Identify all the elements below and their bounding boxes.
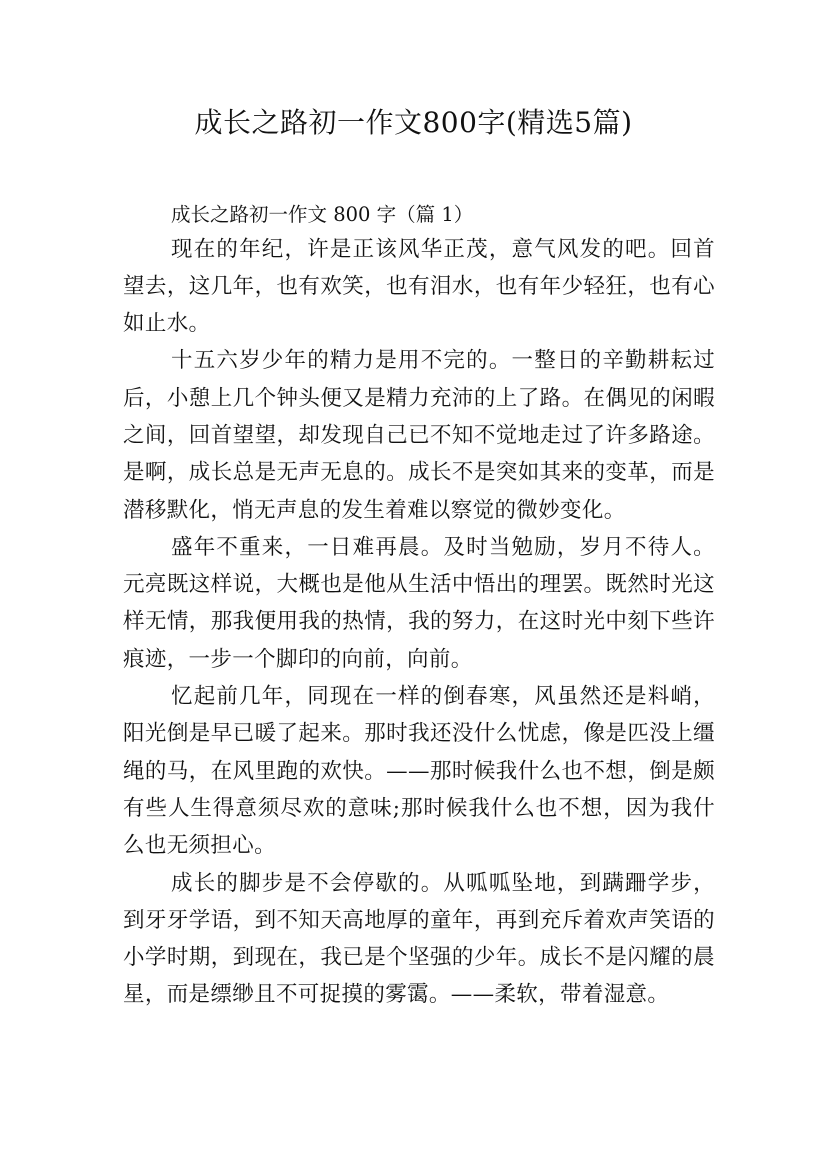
document-title: 成长之路初一作文800字(精选5篇): [194, 106, 633, 139]
paragraph: 现在的年纪，许是正该风华正茂，意气风发的吧。回首望去，这几年，也有欢笑，也有泪水，也有年少轻狂，也有心如止水。: [123, 236, 715, 337]
document-body: [123, 199, 715, 1014]
section-heading: 成长之路初一作文 800 字（篇 1）: [171, 203, 474, 226]
paragraph: 忆起前几年，同现在一样的倒春寒，风虽然还是料峭，阳光倒是早已暖了起来。那时我还没什么忧虑，像是匹没上缰绳的马，在风里跑的欢快。——那时候我什么也不想，倒是颇有些人生得意须尽欢的意味;那时候我什么也不想，因为我什么也无须担心。: [123, 684, 715, 859]
paragraph: 盛年不重来，一日难再晨。及时当勉励，岁月不待人。元亮既这样说，大概也是他从生活中悟出的理罢。既然时光这样无情，那我便用我的热情，我的努力，在这时光中刻下些许痕迹，一步一个脚印的向前，向前。: [123, 534, 715, 672]
paragraph: 成长的脚步是不会停歇的。从呱呱坠地，到蹒跚学步，到牙牙学语，到不知天高地厚的童年，再到充斥着欢声笑语的小学时期，到现在，我已是个坚强的少年。成长不是闪耀的晨星，而是缥缈且不可捉摸的雾霭。——柔软，带着湿意。: [123, 870, 715, 1008]
paragraph: 十五六岁少年的精力是用不完的。一整日的辛勤耕耘过后，小憩上几个钟头便又是精力充沛的上了路。在偶见的闲暇之间，回首望望，却发现自己已不知不觉地走过了许多路途。是啊，成长总是无声无息的。成长不是突如其来的变革，而是潜移默化，悄无声息的发生着难以察觉的微妙变化。: [123, 348, 715, 523]
